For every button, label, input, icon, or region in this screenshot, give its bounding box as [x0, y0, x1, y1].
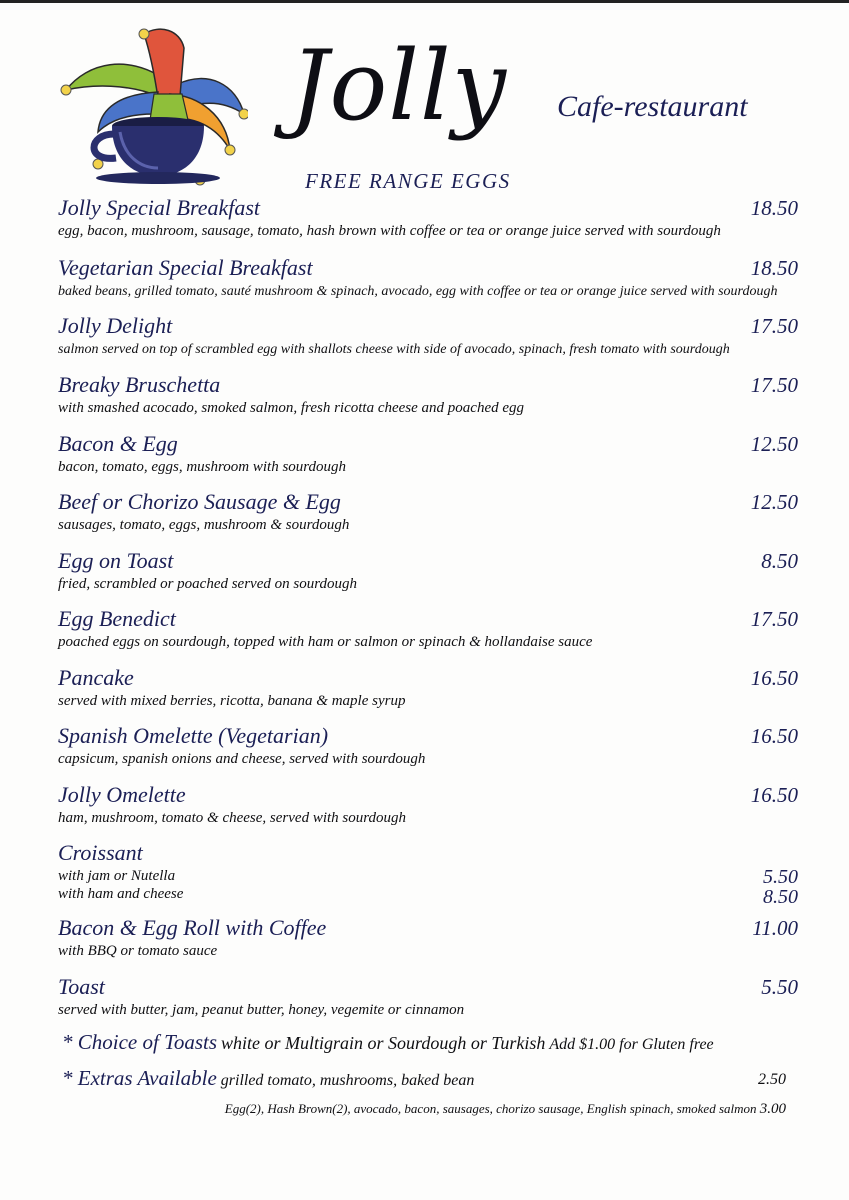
menu-item [58, 196, 798, 241]
menu-item-name: Vegetarian Special Breakfast [58, 255, 313, 280]
extras-line-2 [225, 1101, 786, 1118]
menu-item-name: Breaky Bruschetta [58, 372, 221, 397]
toast-choice-line [62, 1030, 714, 1055]
menu-item [58, 549, 798, 594]
menu-item-name: Jolly Omelette [58, 782, 186, 807]
menu-item-price: 18.50 [750, 196, 798, 220]
toast-choice-label: * Choice of Toasts [62, 1030, 217, 1054]
top-edge-line [0, 0, 849, 3]
menu-item [58, 724, 798, 769]
menu-item-price: 12.50 [750, 490, 798, 514]
menu-item-name: Bacon & Egg [58, 431, 178, 456]
menu-item [58, 840, 798, 908]
menu-item-desc: fried, scrambled or poached served on sourdough [58, 576, 357, 592]
menu-item-desc: baked beans, grilled tomato, sauté mushroom & spinach, avocado, egg with coffee or tea or orange juice served with sourdough [58, 284, 778, 299]
menu-item-desc: with ham and cheese [58, 886, 184, 902]
menu-item-name: Jolly Special Breakfast [58, 195, 261, 220]
section-heading: FREE RANGE EGGS [305, 169, 511, 193]
menu-item-name: Croissant [58, 840, 143, 865]
menu-item [58, 783, 798, 828]
menu-item-name: Bacon & Egg Roll with Coffee [58, 915, 327, 940]
menu-item [58, 490, 798, 535]
menu-item-price: 17.50 [750, 314, 798, 338]
menu-item-name: Beef or Chorizo Sausage & Egg [58, 489, 341, 514]
menu-item-name: Jolly Delight [58, 313, 173, 338]
menu-item-price-line: 8.50 [763, 886, 798, 908]
menu-item-desc: capsicum, spanish onions and cheese, served with sourdough [58, 751, 426, 767]
menu-item-desc: served with butter, jam, peanut butter, honey, vegemite or cinnamon [58, 1002, 465, 1018]
gluten-free-note: Add $1.00 for Gluten free [549, 1036, 714, 1053]
extras-list: grilled tomato, mushrooms, baked bean [220, 1072, 475, 1089]
menu-item-name: Egg Benedict [58, 606, 176, 631]
menu-item-desc: sausages, tomato, eggs, mushroom & sourdough [58, 517, 350, 533]
extras-label: * Extras Available [62, 1066, 217, 1090]
brand-subtitle: Cafe-restaurant [557, 90, 748, 123]
menu-item [58, 916, 798, 961]
menu-item-name: Pancake [58, 665, 134, 690]
extras-list-2: Egg(2), Hash Brown(2), avocado, bacon, sausages, chorizo sausage, English spinach, smoked salmon [224, 1101, 757, 1116]
menu-item-price [763, 867, 798, 907]
menu-item-price: 11.00 [752, 916, 798, 940]
jester-cup-logo [58, 22, 248, 187]
menu-item-desc: with jam or Nutella [58, 868, 176, 884]
extras-price-2: 3.00 [759, 1101, 786, 1117]
menu-item-name: Egg on Toast [58, 548, 174, 573]
menu-item [58, 373, 798, 418]
menu-item [58, 432, 798, 477]
extras-line [62, 1066, 786, 1091]
menu-item-price-line: 5.50 [763, 866, 798, 888]
extras-price: 2.50 [758, 1071, 786, 1088]
toast-choice-options: white or Multigrain or Sourdough or Turkish [221, 1033, 546, 1053]
brand-name: Jolly [290, 30, 507, 142]
menu-item-desc: with BBQ or tomato sauce [58, 943, 218, 959]
menu-item [58, 607, 798, 652]
menu-item-desc: poached eggs on sourdough, topped with ham or salmon or spinach & hollandaise sauce [58, 634, 593, 650]
menu-item-desc: with smashed acocado, smoked salmon, fresh ricotta cheese and poached egg [58, 400, 525, 416]
menu-item-price: 17.50 [750, 373, 798, 397]
menu-item-price: 5.50 [761, 975, 798, 999]
menu-item-name: Spanish Omelette (Vegetarian) [58, 723, 329, 748]
menu-item-price: 16.50 [750, 724, 798, 748]
menu-item-price: 8.50 [761, 549, 798, 573]
menu-item-price: 16.50 [750, 783, 798, 807]
menu-item-price: 18.50 [750, 256, 798, 280]
menu-item-price: 16.50 [750, 666, 798, 690]
menu-item-name: Toast [58, 974, 105, 999]
menu-item-desc: salmon served on top of scrambled egg with shallots cheese with side of avocado, spinach, fresh tomato with sourdough [58, 342, 730, 357]
menu-item [58, 314, 798, 359]
menu-item-desc: served with mixed berries, ricotta, banana & maple syrup [58, 693, 406, 709]
menu-item [58, 256, 798, 301]
menu-item-desc: ham, mushroom, tomato & cheese, served with sourdough [58, 810, 407, 826]
menu-item [58, 975, 798, 1020]
menu-item-price: 17.50 [750, 607, 798, 631]
menu-item [58, 666, 798, 711]
menu-item-desc: bacon, tomato, eggs, mushroom with sourdough [58, 459, 347, 475]
menu-item-price: 12.50 [750, 432, 798, 456]
menu-item-desc: egg, bacon, mushroom, sausage, tomato, hash brown with coffee or tea or orange juice served with sourdough [58, 223, 721, 239]
